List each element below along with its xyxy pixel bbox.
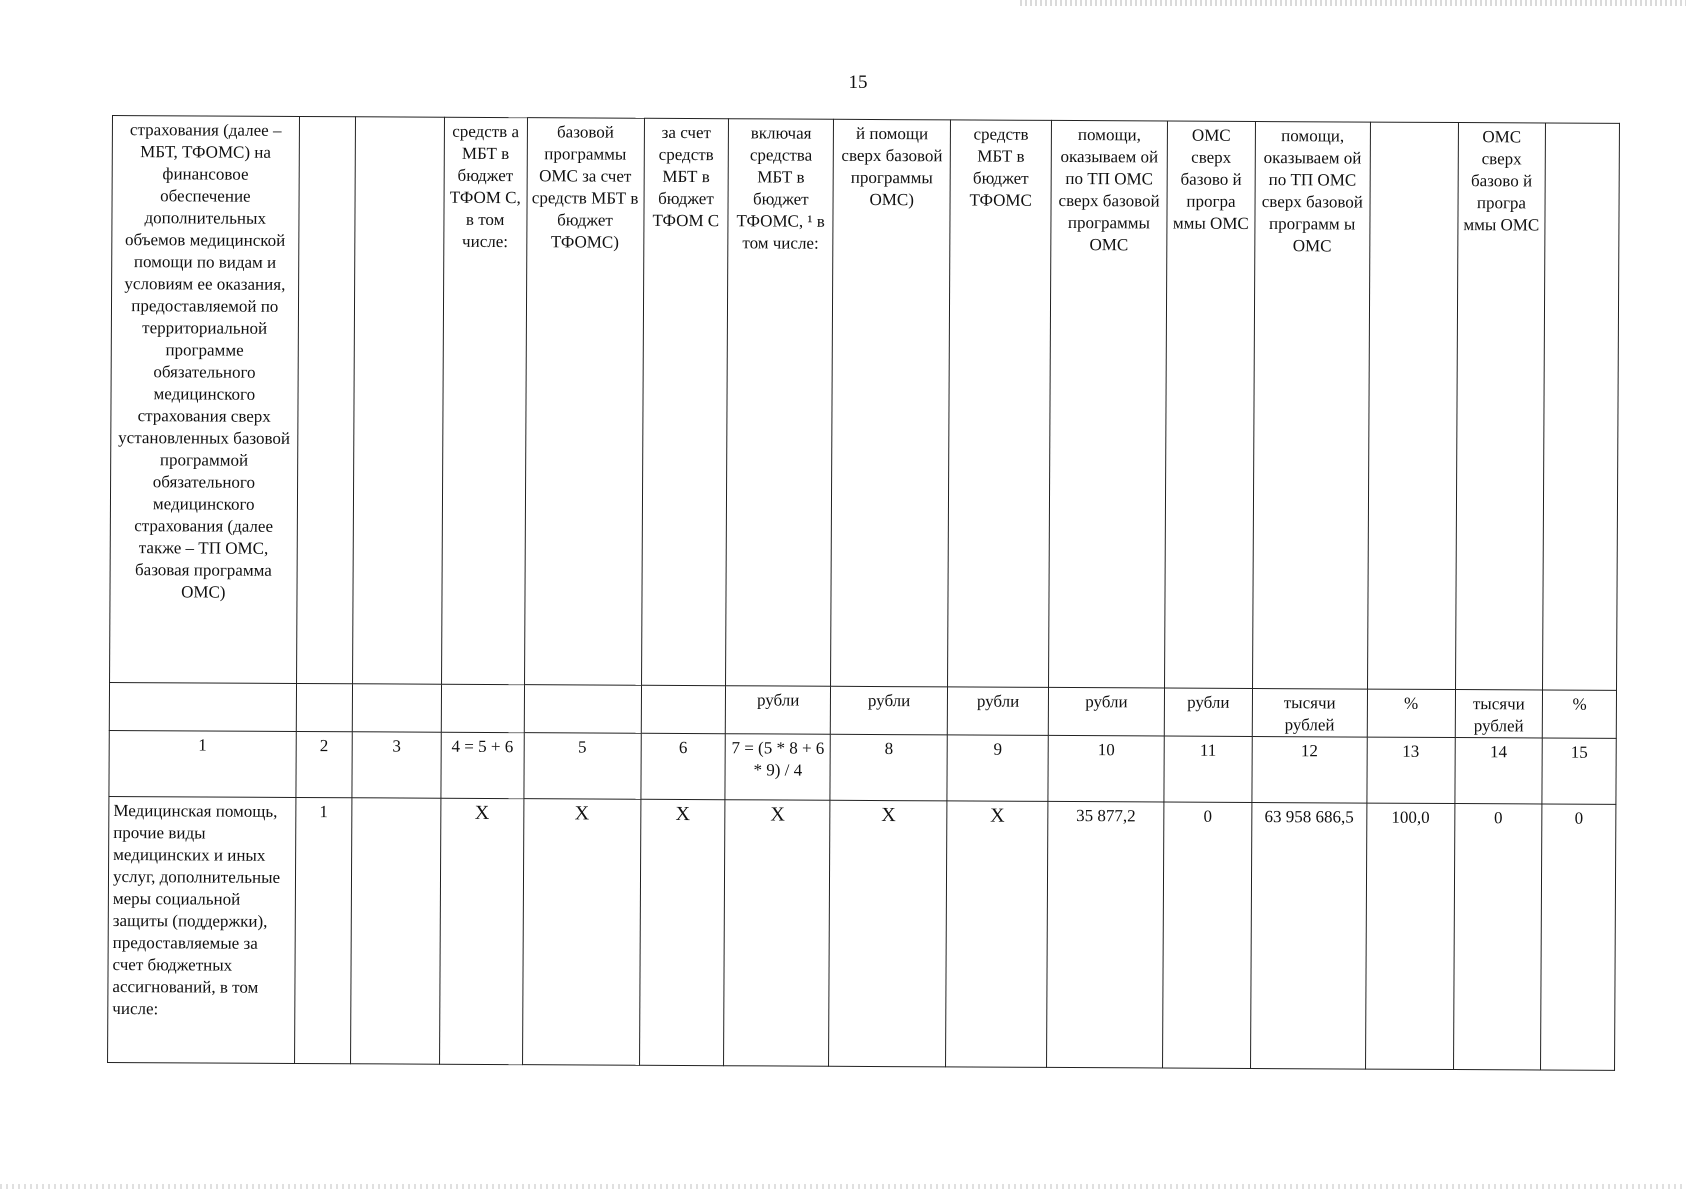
data-cell: Х	[724, 800, 830, 1067]
header-cell	[296, 116, 355, 683]
column-number-cell: 10	[1048, 735, 1164, 802]
header-cell: й помощи сверх базовой программы ОМС)	[831, 119, 951, 687]
data-cell: 0	[1453, 804, 1542, 1070]
header-cell: включая средства МБТ в бюджет ТФОМС, ¹ в том числе:	[726, 119, 834, 687]
page-number: 15	[848, 72, 868, 93]
header-cell: страхования (далее – МБТ, ТФОМС) на финансовое обеспечение дополнительных объемов медицинской помощи по видам и условиям ее оказания, предоставляемой по территориальной программе обязательного медицинского страхования сверх установленных базовой программой обязательного медицинского страхования (далее также – ТП ОМС, базовая программа ОМС)	[110, 116, 300, 684]
scan-artifact-top	[1020, 0, 1686, 6]
row-number: 1	[294, 797, 352, 1063]
unit-cell	[441, 684, 524, 732]
column-number-row	[109, 730, 1616, 804]
column-number-cell: 6	[640, 733, 725, 799]
scan-artifact-bottom	[0, 1184, 1686, 1189]
budget-table	[107, 115, 1620, 1071]
column-number-cell: 3	[352, 732, 441, 798]
header-cell	[353, 117, 445, 684]
header-cell: за счет средств МБТ в бюджет ТФОМ С	[641, 118, 729, 685]
header-cell: помощи, оказываем ой по ТП ОМС сверх базовой программ ы ОМС	[1252, 121, 1370, 689]
unit-cell: рубли	[830, 686, 947, 735]
unit-cell: тысячи рублей	[1455, 690, 1543, 738]
header-cell: базовой программы ОМС за счет средств МБТ в бюджет ТФОМС)	[524, 118, 644, 686]
unit-cell: %	[1543, 690, 1617, 738]
data-cell	[351, 798, 441, 1064]
unit-cell: рубли	[726, 686, 831, 735]
header-cell: помощи, оказываем ой по ТП ОМС сверх базовой программы ОМС	[1049, 120, 1168, 688]
data-cell: 63 958 686,5	[1250, 802, 1366, 1069]
column-number-cell: 8	[830, 734, 947, 801]
column-number-cell: 9	[947, 735, 1048, 802]
data-cell: 35 877,2	[1047, 801, 1164, 1068]
column-number-cell: 13	[1367, 737, 1455, 803]
unit-cell	[352, 684, 441, 732]
column-number-cell: 14	[1454, 738, 1542, 804]
row-label: Медицинская помощь, прочие виды медицинских и иных услуг, дополнительные меры социальной защиты (поддержки), предоставляемые за счет бюджетных ассигнований, в том числе:	[108, 796, 296, 1063]
unit-cell: рубли	[1164, 688, 1252, 736]
table-row	[108, 796, 1616, 1070]
data-cell: Х	[829, 800, 947, 1067]
column-number-cell: 4 = 5 + 6	[441, 732, 524, 798]
header-cell: средств а МБТ в бюджет ТФОМ С, в том числе:	[441, 117, 527, 684]
header-cell: ОМС сверх базово й програ ммы ОМС	[1165, 121, 1256, 688]
table-header-row	[110, 116, 1620, 691]
column-number-cell: 12	[1252, 736, 1367, 803]
unit-cell: тысячи рублей	[1252, 688, 1367, 737]
column-number-cell: 11	[1164, 736, 1252, 802]
unit-cell	[524, 685, 641, 734]
header-cell	[1367, 122, 1458, 689]
header-cell: средств МБТ в бюджет ТФОМС	[948, 120, 1052, 688]
unit-cell: рубли	[947, 687, 1048, 736]
data-cell: Х	[946, 801, 1048, 1068]
data-cell: 0	[1163, 802, 1252, 1068]
header-cell: ОМС сверх базово й програ ммы ОМС	[1455, 123, 1546, 690]
units-row	[109, 682, 1616, 738]
data-cell: 0	[1541, 804, 1616, 1070]
unit-cell: рубли	[1048, 687, 1164, 736]
column-number-cell: 5	[523, 733, 640, 800]
column-number-cell: 15	[1542, 738, 1616, 804]
unit-cell	[641, 685, 726, 733]
data-cell: Х	[522, 799, 640, 1066]
column-number-cell: 1	[109, 730, 296, 797]
unit-cell: %	[1367, 689, 1455, 737]
header-cell	[1543, 123, 1620, 690]
data-cell: Х	[639, 799, 725, 1065]
data-cell: 100,0	[1365, 803, 1454, 1069]
unit-cell	[109, 682, 296, 731]
unit-cell	[296, 683, 353, 731]
data-cell: Х	[439, 798, 523, 1064]
column-number-cell: 7 = (5 * 8 + 6 * 9) / 4	[725, 734, 830, 801]
column-number-cell: 2	[296, 731, 353, 797]
